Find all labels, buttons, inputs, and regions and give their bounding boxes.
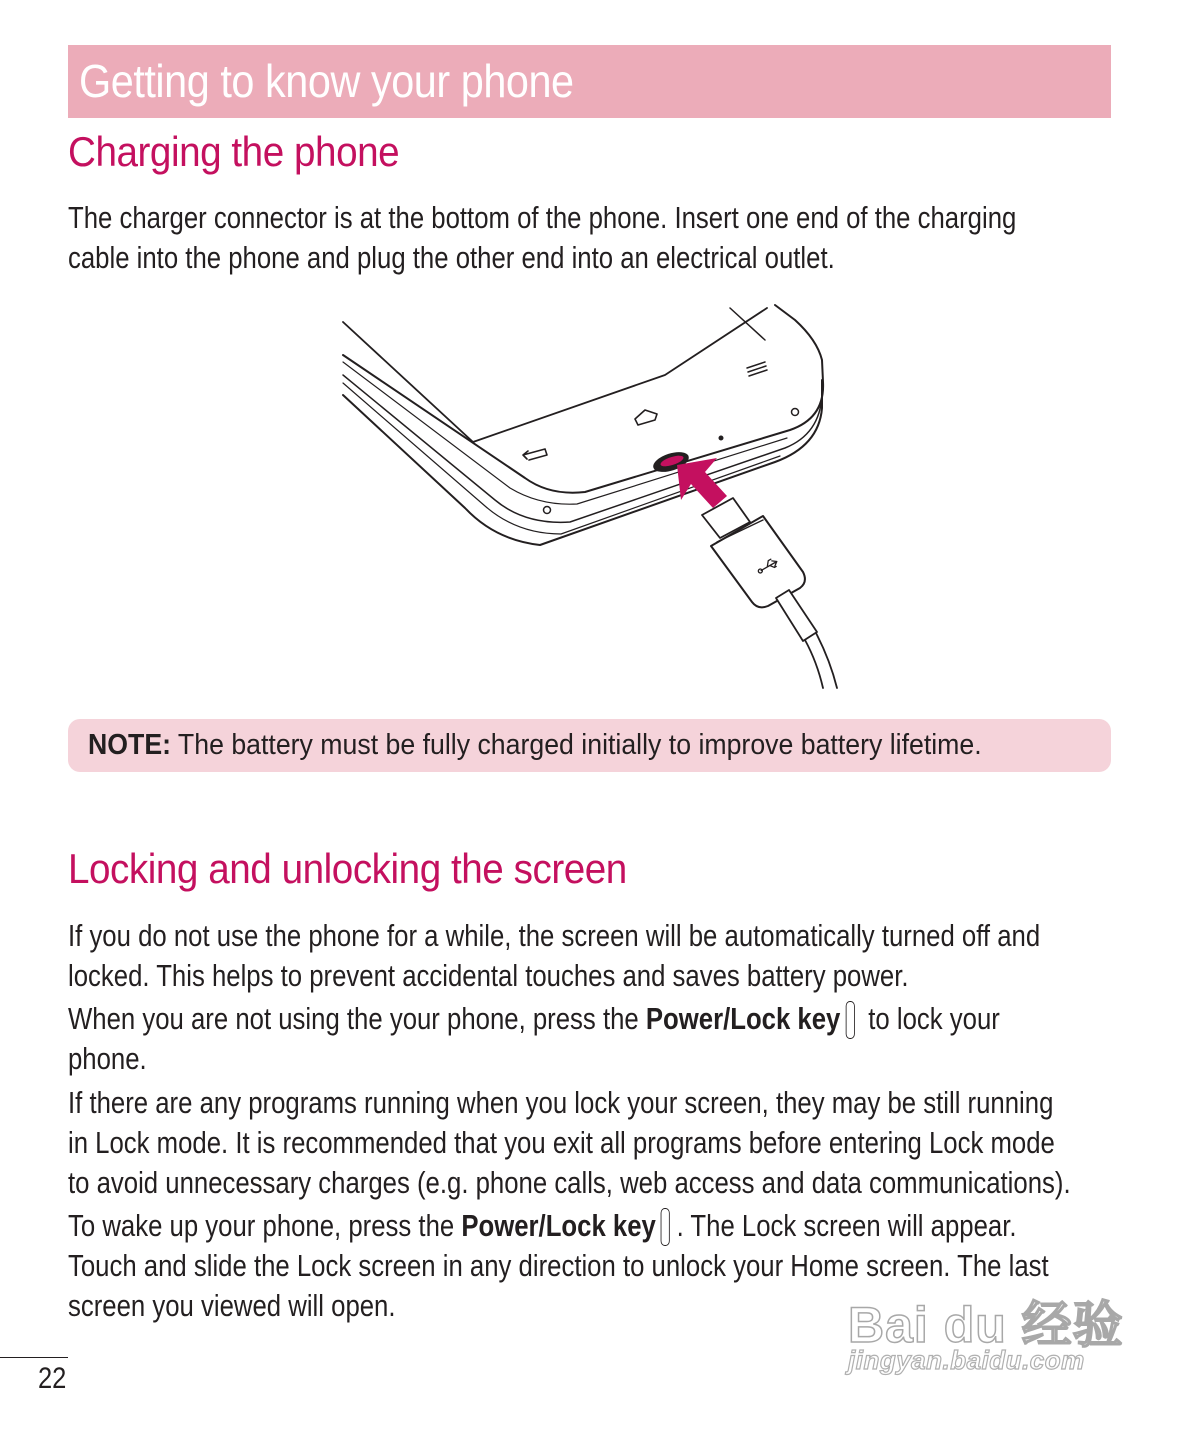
locking-p4-before: To wake up your phone, press the (68, 1208, 462, 1243)
note-box (68, 719, 1111, 772)
locking-paragraph-1 (68, 916, 1041, 996)
charging-heading: Charging the phone (68, 128, 400, 175)
locking-p3-line-2: in Lock mode. It is recommended that you exit all programs before entering Lock mode (68, 1125, 1055, 1160)
back-key-icon (523, 449, 547, 460)
watermark-logo: Bai du 经验 (848, 1297, 1124, 1353)
locking-heading: Locking and unlocking the screen (68, 845, 627, 892)
power-lock-key-label: Power/Lock key (645, 1001, 841, 1036)
phone-screen-edge (343, 308, 767, 442)
locking-p3-line-1: If there are any programs running when you lock your screen, they may be still running (68, 1085, 1054, 1120)
power-lock-key-icon-2 (661, 1208, 670, 1246)
charging-illustration (335, 300, 845, 695)
power-lock-key-label-2: Power/Lock key (461, 1208, 656, 1243)
charging-line-1: The charger connector is at the bottom of the phone. Insert one end of the charging (68, 200, 1017, 235)
charging-line-2: cable into the phone and plug the other end into an electrical outlet. (68, 240, 835, 275)
menu-key-icon (747, 362, 767, 376)
locking-paragraph-2 (68, 999, 1000, 1079)
locking-p2-before: When you are not using the your phone, press the (68, 1001, 646, 1036)
charging-paragraph (68, 198, 1017, 278)
locking-paragraph-3 (68, 1083, 1071, 1203)
locking-p2-line-2: phone. (68, 1041, 147, 1076)
power-lock-key-icon (845, 1001, 854, 1039)
section-header-band (68, 45, 1111, 118)
note-text (88, 719, 1029, 772)
note-label: NOTE: (88, 729, 172, 761)
locking-p4-line-3: screen you viewed will open. (68, 1288, 396, 1323)
phone-outer-edge (343, 305, 823, 493)
section-title: Getting to know your phone (79, 55, 574, 107)
locking-p2-after: to lock your (861, 1001, 1000, 1036)
locking-p4-line-2: Touch and slide the Lock screen in any direction to unlock your Home screen. The last (68, 1248, 1049, 1283)
locking-p1-line-2: locked. This helps to prevent accidental touches and saves battery power. (68, 958, 909, 993)
locking-p3-line-3: to avoid unnecessary charges (e.g. phone calls, web access and data communications). (68, 1165, 1071, 1200)
page-number-rule (0, 1357, 68, 1358)
locking-p1-line-1: If you do not use the phone for a while, the screen will be automatically turned off and (68, 918, 1041, 953)
note-body: The battery must be fully charged initially to improve battery lifetime. (171, 729, 982, 761)
page-number: 22 (38, 1362, 67, 1395)
home-key-icon (635, 410, 657, 425)
watermark-url: jingyan.baidu.com (848, 1345, 1085, 1375)
charging-cable (805, 633, 837, 688)
locking-paragraph-4 (68, 1206, 1049, 1326)
locking-p4-after: . The Lock screen will appear. (676, 1208, 1017, 1243)
insert-arrow-icon (677, 458, 727, 508)
